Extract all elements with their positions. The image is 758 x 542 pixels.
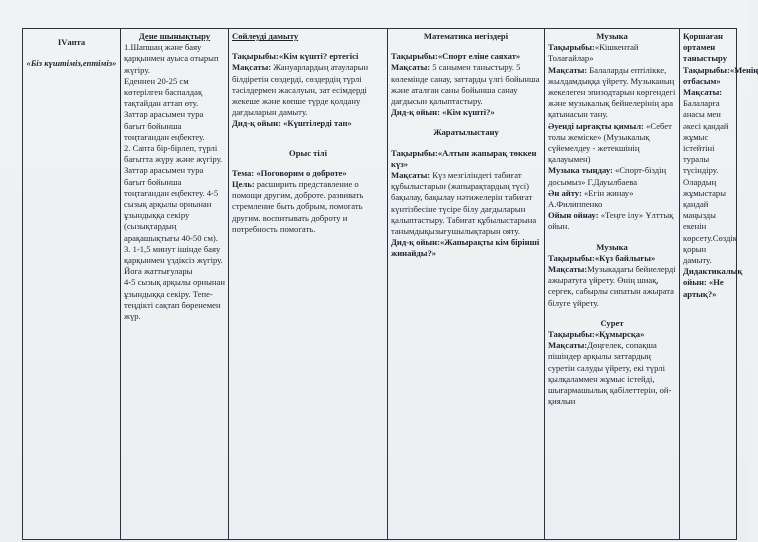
music2-goal: Музыкадағы бейнелерді ажыратуға үйрету. Өнің шиақ, сергек, сабырлы сипатын ажырата білуге үйрету.	[548, 264, 676, 308]
music-song-label: Ән айту:	[548, 187, 582, 198]
russian-title: Орыс тілі	[289, 147, 327, 158]
nature-goal-label: Мақсаты:	[391, 170, 431, 181]
speech-title: Сөйлеуді дамыту	[232, 31, 299, 41]
speech-cell	[229, 29, 388, 540]
music2-goal-label: Мақсаты:	[548, 264, 588, 275]
music-goal-label: Мақсаты:	[548, 64, 588, 75]
music-topic-label: Тақырыбы:	[548, 42, 595, 53]
nature-topic-label: Тақырыбы:	[391, 147, 438, 158]
music-goal: Балаларды ептілікке, жылдамдыққа үйрету. Музыканың жекелеген эпизодтарын көргендегі және музыкалық бейнелерінің ара қатынасын тану.	[548, 64, 676, 120]
art-title: Сурет	[600, 317, 624, 328]
music-play: «Теңге ілу» Ұлттық ойын.	[548, 210, 674, 232]
phys-ed-line: Еденнен 20-25 см көтерілген баспалдақ тақтайдан аттап өту.	[124, 75, 203, 109]
music-play-label: Ойын ойнау:	[548, 210, 599, 221]
phys-ed-line: Йога жаттығулары	[124, 266, 193, 277]
music-song: «Егін жинау» А.Филиппенко	[548, 187, 634, 210]
math-title: Математика негіздері	[423, 31, 509, 41]
week-theme: «Біз күштіміз,ептіміз»	[26, 58, 117, 69]
phys-ed-line: 1.Шапшаң және баяу қарқынмен ауыса отырып жүгіру.	[124, 42, 219, 75]
phys-ed-line: 3. 1-1,5 минут ішінде баяу қарқынмен үздіксіз жүгіру.	[124, 243, 223, 266]
weekly-plan-table	[22, 28, 758, 540]
table-row	[23, 29, 737, 540]
speech-goal-label: Мақсаты:	[232, 62, 272, 73]
env-topic: «Менің отбасым»	[683, 64, 758, 86]
env-goal: Балаларға анасы мен әкесі қандай жұмыс істейтіні туралы түсіндіру. Олардың жұмыстары қандай маңызды екенін көрсету.Сөздік қорын дамыту.	[683, 98, 737, 266]
nature-title: Жаратылыстану	[433, 127, 499, 138]
music2-topic: «Күз байлығы»	[594, 252, 656, 263]
env-title: Қоршаған ортамен таныстыру	[683, 31, 727, 64]
music2-topic-label: Тақырыбы:	[548, 252, 595, 263]
speech-game: Дид-қ ойын: «Күштілерді тап»	[232, 118, 352, 129]
week-label: IVапта	[57, 37, 86, 47]
math-topic: «Спорт еліне саяхат»	[437, 51, 521, 62]
music2-title: Музыка	[596, 241, 628, 252]
art-topic-label: Тақырыбы:	[548, 329, 595, 340]
env-topic-label: Тақырыбы:	[683, 64, 730, 75]
art-goal: Дөңгелек, сопақша пішіндер арқылы заттардың суретін салуды үйрету, екі түрлі қылқаламмен жұмыс істейді, шығармашылық қабілеттерін, ой-қиялын	[548, 340, 672, 407]
music-listen-label: Музыка тыңдау:	[548, 165, 613, 176]
speech-topic: «Кім күшті? ертегісі	[278, 51, 359, 62]
speech-goal: Жануарлардың атауларын білдіретін сөздерді, сөздердің түрлі тәсілдермен жасалуын, зат есімдерді жекеше және көпше түрде қолдану дағдыларын дамыту.	[232, 62, 369, 118]
russian-topic: Тема: «Поговорим о доброте»	[232, 167, 347, 178]
environment-cell	[680, 29, 758, 540]
russian-goal-label: Цель:	[232, 179, 255, 190]
russian-goal: расширить представление о помощи другим, доброте. развивать стремление быть добрым, помогать другим. воспитывать доброту и потребность помогать.	[232, 179, 364, 234]
nature-goal: Күз мезгіліндегі табиғат құбылыстарын (жапырақтардың түсі) бақылау, бақылау нәтижелерін табиғат күнтізбесіне түсіре білу дағдыларын қалыптастыру. Табиғат құбылыстарына танымдықызығушылықтарын ояту.	[391, 170, 537, 237]
music-title: Музыка	[596, 31, 628, 41]
math-goal-label: Мақсаты:	[391, 62, 431, 73]
art-topic: «Құмырсқа»	[594, 329, 645, 340]
phys-ed-title: Дене шынықтыру	[138, 31, 211, 41]
math-cell	[388, 29, 545, 540]
music-listen: «Спорт-біздің досымыз» Г.Дауылбаева	[548, 165, 667, 187]
math-game: Дид-қ ойын: «Кім күшті?»	[391, 107, 495, 118]
math-topic-label: Тақырыбы:	[391, 51, 438, 62]
phys-ed-line: 4-5 сызық арқылы орнынан ұзындыққа секіру. Тепе-теңдікті сақтап бөренемен жүр.	[124, 277, 225, 322]
speech-topic-label: Тақырыбы:	[232, 51, 279, 62]
music-cell	[545, 29, 680, 540]
music-rhythm-label: Әуенді ырғақты қимыл:	[548, 120, 644, 131]
music-rhythm: «Себет толы жеміске» (Музыкалық сүйемелдеу - жетекшінің қалауымен)	[548, 120, 672, 165]
nature-topic: «Алтын жапырақ төккен күз»	[391, 147, 537, 169]
nature-game: Дид-қ ойын:«Жапырақты кім бірінші жинайды?»	[391, 237, 540, 259]
phys-ed-line: 2. Сапта бір-бірлеп, түрлі бағытта жүру және жүгіру. Заттар арасымен тура бағыт бойынша тоңтағандан еңбектеу. 4-5 сызық арқылы орнынан ұзындыққа секіру (сызықтардың арақашықтығы 40-50 см).	[124, 143, 223, 243]
env-game: Дидактикалық ойын: «Не артық?»	[683, 266, 743, 299]
math-goal: 5 санымен таныстыру. 5 көлемінде санау, заттарды үлгі бойынша және аталған саны бойынша санау дағдысын қалыптастыру.	[391, 62, 540, 107]
art-goal-label: Мақсаты:	[548, 340, 588, 351]
music-topic: «Кішкентай Толағайлар»	[548, 42, 639, 64]
env-goal-label: Мақсаты:	[683, 87, 723, 98]
phys-ed-line: Заттар арасымен тура бағыт бойынша тоңтағандан еңбектеу.	[124, 109, 205, 142]
week-cell	[23, 29, 121, 540]
phys-ed-cell	[121, 29, 229, 540]
